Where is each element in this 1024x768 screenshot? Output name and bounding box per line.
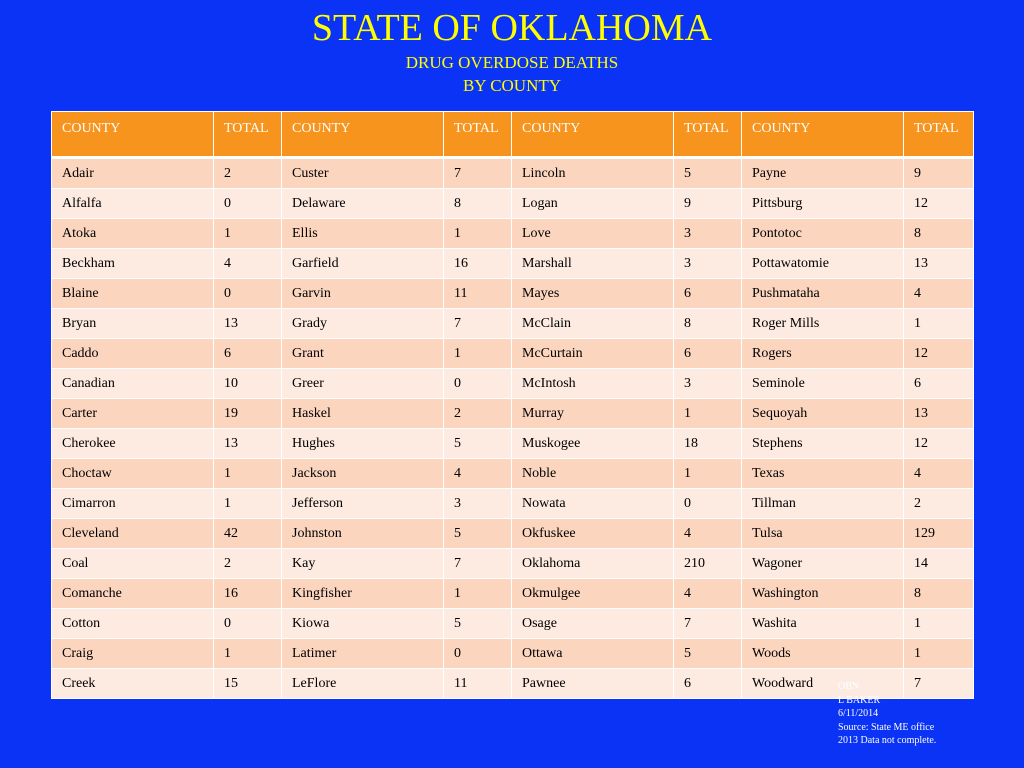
table-row — [52, 279, 974, 309]
county-cell: Stephens — [742, 429, 904, 459]
county-cell: Payne — [742, 158, 904, 189]
total-cell: 15 — [214, 669, 282, 699]
total-cell: 5 — [444, 609, 512, 639]
table-row — [52, 219, 974, 249]
header-county-4: COUNTY — [742, 112, 904, 158]
total-cell: 4 — [674, 579, 742, 609]
total-cell: 2 — [444, 399, 512, 429]
county-cell: Bryan — [52, 309, 214, 339]
total-cell: 6 — [674, 279, 742, 309]
total-cell: 0 — [214, 609, 282, 639]
county-cell: Caddo — [52, 339, 214, 369]
total-cell: 2 — [904, 489, 974, 519]
county-cell: Woodward — [742, 669, 904, 699]
county-cell: Pottawatomie — [742, 249, 904, 279]
total-cell: 0 — [444, 639, 512, 669]
table-row — [52, 609, 974, 639]
county-cell: Lincoln — [512, 158, 674, 189]
total-cell: 6 — [904, 369, 974, 399]
table-row — [52, 369, 974, 399]
county-cell: Tillman — [742, 489, 904, 519]
total-cell: 1 — [214, 459, 282, 489]
total-cell: 42 — [214, 519, 282, 549]
header-row — [52, 112, 974, 158]
county-cell: Choctaw — [52, 459, 214, 489]
total-cell: 2 — [214, 549, 282, 579]
note-line: 2013 Data not complete. — [838, 735, 937, 746]
county-cell: Logan — [512, 189, 674, 219]
total-cell: 8 — [904, 219, 974, 249]
total-cell: 5 — [444, 429, 512, 459]
total-cell: 7 — [674, 609, 742, 639]
county-cell: Oklahoma — [512, 549, 674, 579]
total-cell: 3 — [674, 219, 742, 249]
total-cell: 7 — [444, 549, 512, 579]
total-cell: 6 — [674, 339, 742, 369]
total-cell: 11 — [444, 279, 512, 309]
total-cell: 6 — [214, 339, 282, 369]
county-cell: Okmulgee — [512, 579, 674, 609]
county-cell: LeFlore — [282, 669, 444, 699]
county-cell: Pawnee — [512, 669, 674, 699]
total-cell: 0 — [214, 279, 282, 309]
county-cell: Comanche — [52, 579, 214, 609]
header-total-2: TOTAL — [444, 112, 512, 158]
county-cell: McIntosh — [512, 369, 674, 399]
county-cell: Seminole — [742, 369, 904, 399]
county-cell: Garfield — [282, 249, 444, 279]
table-row — [52, 249, 974, 279]
county-cell: Kay — [282, 549, 444, 579]
county-cell: Coal — [52, 549, 214, 579]
total-cell: 1 — [214, 639, 282, 669]
county-cell: Love — [512, 219, 674, 249]
total-cell: 129 — [904, 519, 974, 549]
total-cell: 16 — [214, 579, 282, 609]
total-cell: 4 — [674, 519, 742, 549]
header-county-3: COUNTY — [512, 112, 674, 158]
total-cell: 3 — [674, 249, 742, 279]
total-cell: 1 — [214, 219, 282, 249]
county-cell: Kingfisher — [282, 579, 444, 609]
county-cell: Washita — [742, 609, 904, 639]
total-cell: 10 — [214, 369, 282, 399]
county-cell: Jackson — [282, 459, 444, 489]
source-note — [838, 680, 936, 748]
county-cell: Creek — [52, 669, 214, 699]
total-cell: 13 — [904, 399, 974, 429]
total-cell: 5 — [674, 158, 742, 189]
table-row — [52, 489, 974, 519]
county-cell: Rogers — [742, 339, 904, 369]
county-cell: Carter — [52, 399, 214, 429]
total-cell: 7 — [904, 669, 974, 699]
total-cell: 13 — [214, 429, 282, 459]
table-row — [52, 669, 974, 699]
county-cell: Greer — [282, 369, 444, 399]
total-cell: 1 — [214, 489, 282, 519]
county-cell: Kiowa — [282, 609, 444, 639]
county-cell: Craig — [52, 639, 214, 669]
total-cell: 0 — [674, 489, 742, 519]
total-cell: 13 — [904, 249, 974, 279]
total-cell: 13 — [214, 309, 282, 339]
total-cell: 9 — [674, 189, 742, 219]
total-cell: 14 — [904, 549, 974, 579]
total-cell: 12 — [904, 429, 974, 459]
total-cell: 1 — [674, 399, 742, 429]
header-total-3: TOTAL — [674, 112, 742, 158]
county-cell: McClain — [512, 309, 674, 339]
county-cell: Beckham — [52, 249, 214, 279]
total-cell: 18 — [674, 429, 742, 459]
county-cell: Tulsa — [742, 519, 904, 549]
county-cell: Cleveland — [52, 519, 214, 549]
county-cell: Sequoyah — [742, 399, 904, 429]
county-cell: Washington — [742, 579, 904, 609]
total-cell: 7 — [444, 309, 512, 339]
total-cell: 0 — [444, 369, 512, 399]
table-row — [52, 549, 974, 579]
county-cell: Marshall — [512, 249, 674, 279]
total-cell: 19 — [214, 399, 282, 429]
county-cell: Johnston — [282, 519, 444, 549]
table-header — [52, 112, 974, 158]
total-cell: 7 — [444, 158, 512, 189]
county-cell: Cherokee — [52, 429, 214, 459]
county-cell: Pontotoc — [742, 219, 904, 249]
county-cell: Alfalfa — [52, 189, 214, 219]
table-row — [52, 309, 974, 339]
header-total-1: TOTAL — [214, 112, 282, 158]
county-cell: Murray — [512, 399, 674, 429]
total-cell: 2 — [214, 158, 282, 189]
header-county-2: COUNTY — [282, 112, 444, 158]
county-cell: Noble — [512, 459, 674, 489]
county-cell: Jefferson — [282, 489, 444, 519]
county-cell: Texas — [742, 459, 904, 489]
county-cell: Blaine — [52, 279, 214, 309]
table-row — [52, 459, 974, 489]
county-cell: McCurtain — [512, 339, 674, 369]
table-row — [52, 579, 974, 609]
table-row — [52, 519, 974, 549]
county-cell: Pittsburg — [742, 189, 904, 219]
county-cell: Cotton — [52, 609, 214, 639]
county-cell: Wagoner — [742, 549, 904, 579]
county-cell: Garvin — [282, 279, 444, 309]
table-row — [52, 429, 974, 459]
total-cell: 3 — [444, 489, 512, 519]
county-cell: Cimarron — [52, 489, 214, 519]
county-cell: Ottawa — [512, 639, 674, 669]
county-cell: Nowata — [512, 489, 674, 519]
county-cell: Okfuskee — [512, 519, 674, 549]
total-cell: 210 — [674, 549, 742, 579]
county-cell: Woods — [742, 639, 904, 669]
note-line: OBN — [838, 681, 860, 692]
total-cell: 1 — [444, 339, 512, 369]
total-cell: 8 — [674, 309, 742, 339]
county-cell: Adair — [52, 158, 214, 189]
header-total-4: TOTAL — [904, 112, 974, 158]
total-cell: 1 — [904, 609, 974, 639]
table-row — [52, 189, 974, 219]
table-body — [52, 158, 974, 699]
total-cell: 4 — [214, 249, 282, 279]
total-cell: 5 — [674, 639, 742, 669]
total-cell: 1 — [444, 579, 512, 609]
total-cell: 5 — [444, 519, 512, 549]
county-cell: Atoka — [52, 219, 214, 249]
county-cell: Grady — [282, 309, 444, 339]
total-cell: 6 — [674, 669, 742, 699]
county-cell: Muskogee — [512, 429, 674, 459]
county-table — [51, 111, 974, 699]
header-county-1: COUNTY — [52, 112, 214, 158]
table-row — [52, 158, 974, 189]
county-cell: Custer — [282, 158, 444, 189]
total-cell: 1 — [904, 309, 974, 339]
county-cell: Ellis — [282, 219, 444, 249]
county-cell: Mayes — [512, 279, 674, 309]
total-cell: 1 — [444, 219, 512, 249]
note-line: L BAKER — [838, 694, 881, 706]
total-cell: 8 — [904, 579, 974, 609]
county-cell: Hughes — [282, 429, 444, 459]
total-cell: 12 — [904, 339, 974, 369]
county-cell: Roger Mills — [742, 309, 904, 339]
total-cell: 0 — [214, 189, 282, 219]
total-cell: 8 — [444, 189, 512, 219]
table-row — [52, 639, 974, 669]
total-cell: 4 — [444, 459, 512, 489]
total-cell: 11 — [444, 669, 512, 699]
table-row — [52, 339, 974, 369]
total-cell: 12 — [904, 189, 974, 219]
county-cell: Delaware — [282, 189, 444, 219]
total-cell: 1 — [674, 459, 742, 489]
county-cell: Osage — [512, 609, 674, 639]
county-cell: Pushmataha — [742, 279, 904, 309]
slide-subtitle-line1: DRUG OVERDOSE DEATHS — [405, 53, 619, 72]
total-cell: 1 — [904, 639, 974, 669]
slide-title: STATE OF OKLAHOMA — [311, 7, 713, 49]
slide-subtitle-line2: BY COUNTY — [462, 76, 562, 95]
total-cell: 4 — [904, 279, 974, 309]
total-cell: 16 — [444, 249, 512, 279]
note-line: Source: State ME office — [838, 721, 935, 733]
county-cell: Canadian — [52, 369, 214, 399]
total-cell: 3 — [674, 369, 742, 399]
total-cell: 4 — [904, 459, 974, 489]
total-cell: 9 — [904, 158, 974, 189]
county-cell: Haskel — [282, 399, 444, 429]
county-cell: Grant — [282, 339, 444, 369]
table-row — [52, 399, 974, 429]
county-cell: Latimer — [282, 639, 444, 669]
note-line: 6/11/2014 — [838, 708, 879, 719]
